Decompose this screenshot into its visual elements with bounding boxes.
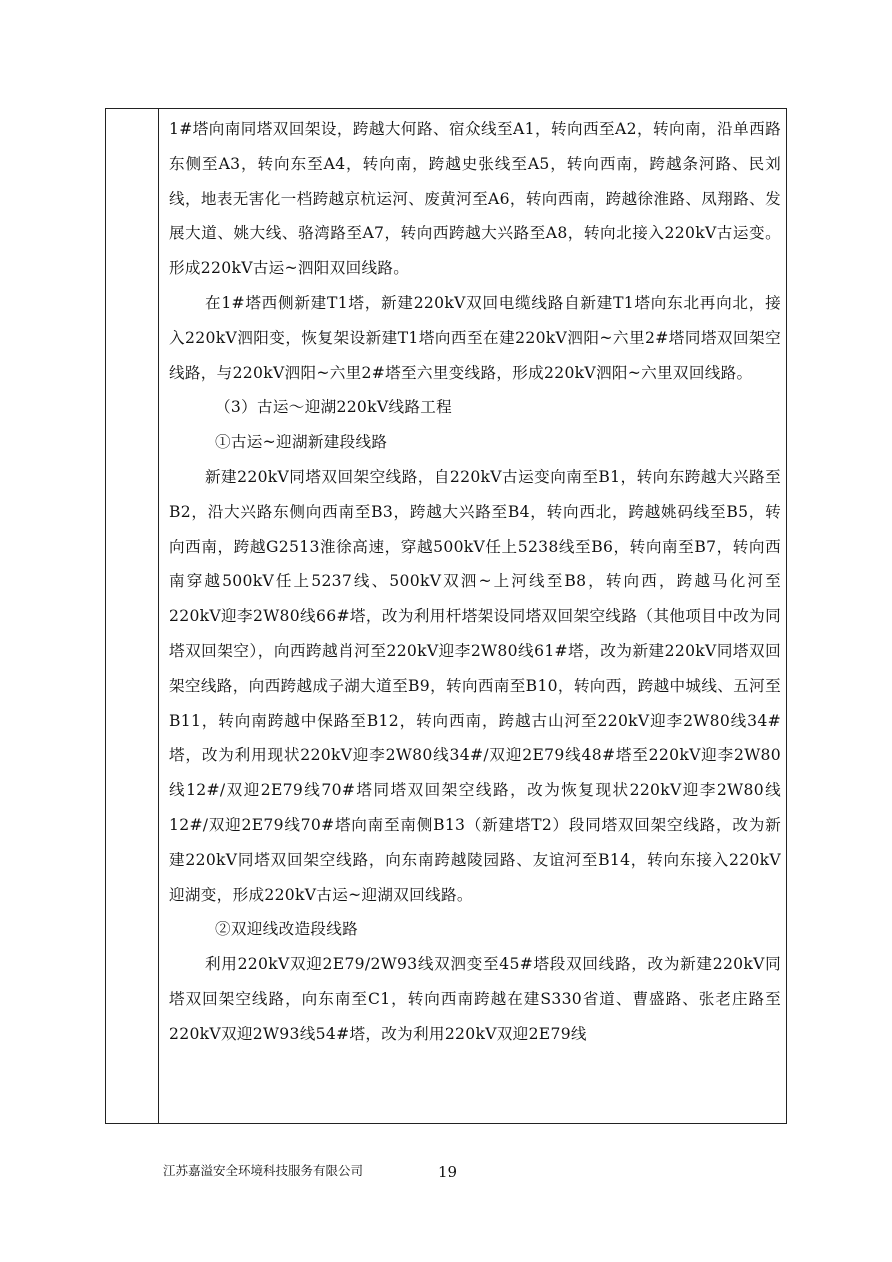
subsection-heading-1: ①古运~迎湖新建段线路 [215, 433, 388, 452]
footer-company-name: 江苏嘉溢安全环境科技服务有限公司 [163, 1163, 364, 1178]
paragraph-route-c: 利用220kV双迎2E79/2W93线双泗变至45#塔段双回线路，改为新建220kV同塔双回架空线路，向东南至C1，转向西南跨越在建S330省道、曹盛路、张老庄路至220kV双迎2W93线54#塔，改为利用220kV双迎2E79线 [169, 955, 781, 1043]
paragraph-route-b: 新建220kV同塔双回架空线路，自220kV古运变向南至B1，转向东跨越大兴路至B2，沿大兴路东侧向西南至B3，跨越大兴路至B4，转向西北，跨越姚码线至B5，转向西南，跨越G2513淮徐高速，穿越500kV任上5238线至B6，转向南至B7，转向西南穿越500kV任上5237线、500kV双泗~上河线至B8，转向西，跨越马化河至220kV迎李2W80线66#塔，改为利用杆塔架设同塔双回架空线路（其他项目中改为同塔双回架空），向西跨越肖河至220kV迎李2W80线61#塔，改为新建220kV同塔双回架空线路，向西跨越成子湖大道至B9，转向西南至B10，转向西，跨越中城线、五河至B11，转向南跨越中保路至B12，转向西南，跨越古山河至220kV迎李2W80线34#塔，改为利用现状220kV迎李2W80线34#/双迎2E79线48#塔至220kV迎李2W80线12#/双迎2E79线70#塔同塔双回架空线路，改为恢复现状220kV迎李2W80线12#/双迎2E79线70#塔向南至南侧B13（新建塔T2）段同塔双回架空线路，改为新建220kV同塔双回架空线路，向东南跨越陵园路、友谊河至B14，转向东接入220kV迎湖变，形成220kV古运~迎湖双回线路。 [169, 467, 781, 904]
table-left-column [106, 109, 159, 1123]
paragraph-route-a: 1#塔向南同塔双回架设，跨越大何路、宿众线至A1，转向西至A2，转向南，沿单西路东侧至A3，转向东至A4，转向南，跨越史张线至A5，转向西南，跨越条河路、民刘线，地表无害化一档跨越京杭运河、废黄河至A6，转向西南，跨越徐淮路、凤翔路、发展大道、姚大线、骆湾路至A7，转向西跨越大兴路至A8，转向北接入220kV古运变。形成220kV古运~泗阳双回线路。 [169, 120, 781, 278]
paragraph-t1-tower: 在1#塔西侧新建T1塔，新建220kV双回电缆线路自新建T1塔向东北再向北，接入220kV泗阳变，恢复架设新建T1塔向西至在建220kV泗阳~六里2#塔同塔双回架空线路，与220kV泗阳~六里2#塔至六里变线路，形成220kV泗阳~六里双回线路。 [169, 293, 781, 382]
subsection-heading-2: ②双迎线改造段线路 [215, 920, 359, 939]
table-content-cell [169, 112, 781, 1052]
content-table [105, 108, 787, 1124]
section-heading-3: （3）古运～迎湖220kV线路工程 [215, 398, 453, 417]
page-number: 19 [438, 1163, 458, 1181]
